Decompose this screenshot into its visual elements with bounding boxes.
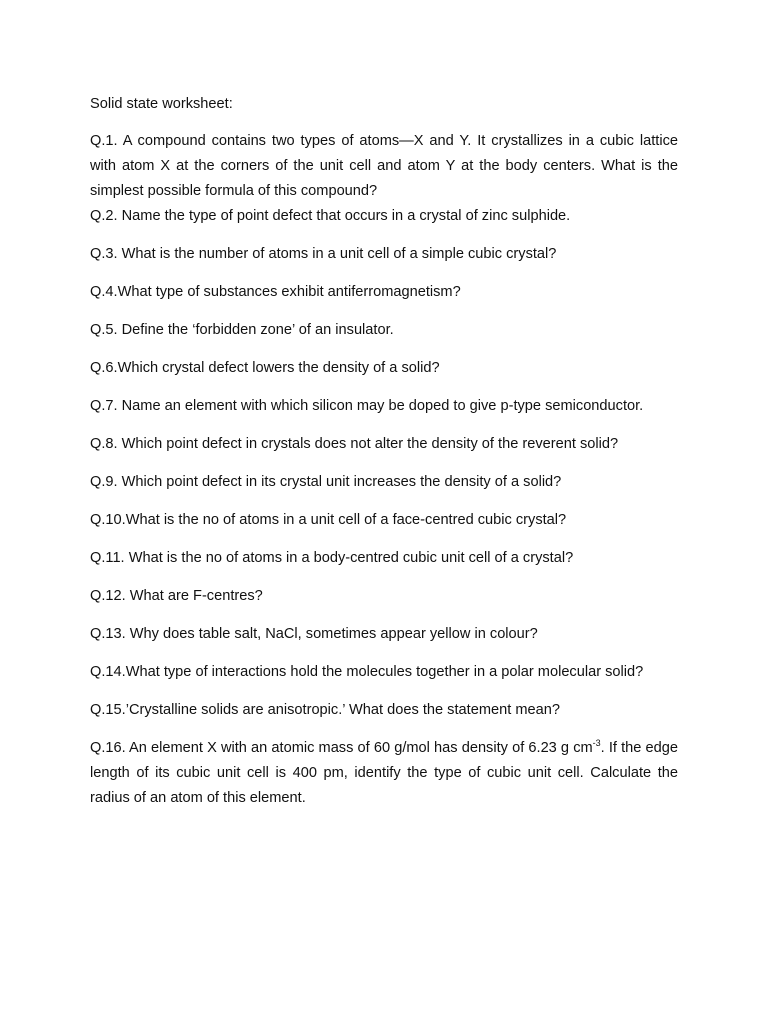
question-number: Q.8.	[90, 436, 118, 452]
question-number: Q.16.	[90, 740, 126, 756]
question-9	[90, 470, 678, 495]
question-number: Q.15.	[90, 702, 126, 718]
question-number: Q.12.	[90, 588, 126, 604]
question-number: Q.5.	[90, 322, 118, 338]
question-11	[90, 546, 678, 571]
question-text: What type of substances exhibit antiferromagnetism?	[117, 284, 461, 300]
question-text: Name the type of point defect that occurs in a crystal of zinc sulphide.	[121, 208, 571, 224]
question-text: An element X with an atomic mass of 60 g/mol has density of 6.23 g cm	[129, 740, 593, 756]
exponent-superscript: -3	[592, 738, 601, 749]
question-text: Which point defect in crystals does not alter the density of the reverent solid?	[121, 436, 619, 452]
question-6	[90, 356, 678, 381]
question-text: Why does table salt, NaCl, sometimes appear yellow in colour?	[129, 626, 538, 642]
question-text: A compound contains two types of atoms—X and Y. It crystallizes in a cubic lattice with atom X at the corners of the unit cell and atom Y at the body centers. What is the simplest possible formula of this compound?	[90, 133, 678, 199]
question-text: ’Crystalline solids are anisotropic.’ What does the statement mean?	[125, 702, 560, 718]
question-3	[90, 242, 678, 267]
question-14	[90, 660, 678, 685]
question-5	[90, 318, 678, 343]
question-number: Q.4.	[90, 284, 118, 300]
question-number: Q.2.	[90, 208, 118, 224]
question-1	[90, 129, 678, 204]
question-text: What is the number of atoms in a unit cell of a simple cubic crystal?	[121, 246, 557, 262]
question-4	[90, 280, 678, 305]
question-number: Q.3.	[90, 246, 118, 262]
question-number: Q.11.	[90, 550, 125, 566]
question-text: Name an element with which silicon may be doped to give p-type semiconductor.	[121, 398, 644, 414]
worksheet-page	[90, 92, 678, 824]
question-15	[90, 698, 678, 723]
question-text: Define the ‘forbidden zone’ of an insulator.	[121, 322, 394, 338]
question-text: What are F-centres?	[129, 588, 263, 604]
question-text-continued: . If the edge length of its cubic unit cell is 400 pm, identify the type of cubic unit cell. Calculate the radius of an atom of this element.	[90, 740, 678, 806]
question-12	[90, 584, 678, 609]
question-text: Which point defect in its crystal unit increases the density of a solid?	[121, 474, 562, 490]
question-16	[90, 736, 678, 811]
question-text: What is the no of atoms in a body-centred cubic unit cell of a crystal?	[128, 550, 574, 566]
question-number: Q.6.	[90, 360, 118, 376]
question-number: Q.14.	[90, 664, 126, 680]
question-number: Q.9.	[90, 474, 118, 490]
question-text: What type of interactions hold the molecules together in a polar molecular solid?	[125, 664, 644, 680]
question-number: Q.13.	[90, 626, 126, 642]
worksheet-title: Solid state worksheet:	[90, 96, 233, 112]
question-7	[90, 394, 678, 419]
question-text: What is the no of atoms in a unit cell of a face-centred cubic crystal?	[125, 512, 567, 528]
question-2	[90, 204, 678, 229]
question-8	[90, 432, 678, 457]
question-number: Q.7.	[90, 398, 118, 414]
question-number: Q.1.	[90, 133, 118, 149]
question-number: Q.10.	[90, 512, 126, 528]
question-13	[90, 622, 678, 647]
question-10	[90, 508, 678, 533]
question-text: Which crystal defect lowers the density of a solid?	[117, 360, 440, 376]
